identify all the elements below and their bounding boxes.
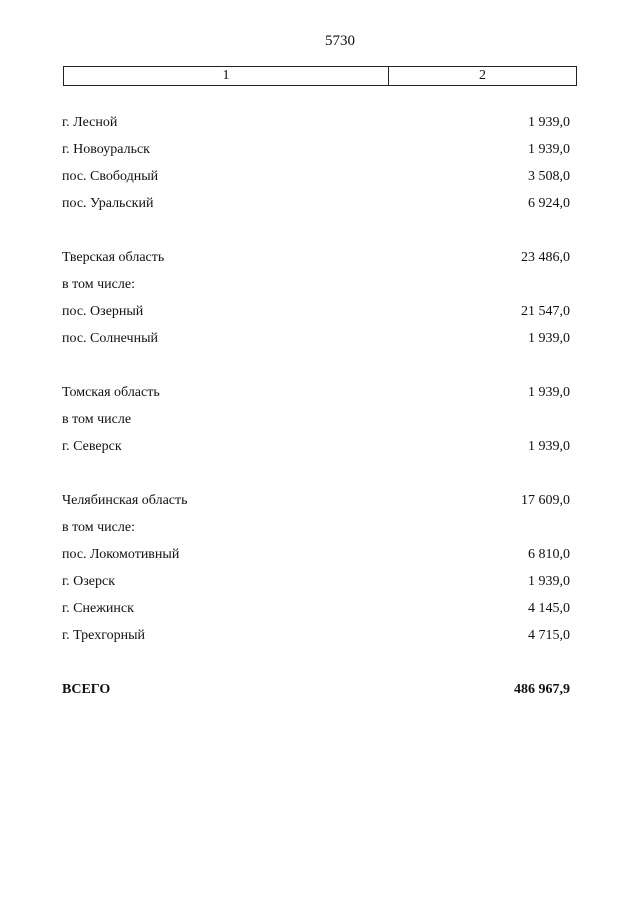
table-header (63, 66, 577, 86)
row-name: Тверская область (62, 250, 165, 265)
row-value: 1 939,0 (528, 331, 570, 346)
row-value: 21 547,0 (521, 304, 570, 319)
row-spacer (62, 356, 570, 383)
table-row (62, 626, 570, 653)
total-label: ВСЕГО (62, 682, 111, 697)
row-spacer (62, 653, 570, 680)
row-name: г. Снежинск (62, 601, 134, 616)
row-value: 1 939,0 (528, 115, 570, 130)
row-name: г. Трехгорный (62, 628, 145, 643)
table-row (62, 167, 570, 194)
row-value: 4 145,0 (528, 601, 570, 616)
row-name: пос. Озерный (62, 304, 144, 319)
table-row (62, 545, 570, 572)
row-name: пос. Солнечный (62, 331, 158, 346)
total-row (62, 680, 570, 707)
row-value: 3 508,0 (528, 169, 570, 184)
table-body (62, 113, 570, 707)
header-column-2: 2 (479, 68, 486, 83)
header-column-1: 1 (64, 67, 389, 85)
row-value: 4 715,0 (528, 628, 570, 643)
row-name: пос. Свободный (62, 169, 159, 184)
row-name: Томская область (62, 385, 160, 400)
row-value: 17 609,0 (521, 493, 570, 508)
row-name: Челябинская область (62, 493, 188, 508)
table-row (62, 248, 570, 275)
table-row (62, 518, 570, 545)
table-row (62, 329, 570, 356)
row-value: 6 924,0 (528, 196, 570, 211)
row-name: в том числе (62, 412, 132, 427)
row-name: пос. Уральский (62, 196, 154, 211)
row-name: г. Озерск (62, 574, 116, 589)
row-spacer (62, 221, 570, 248)
row-spacer (62, 464, 570, 491)
row-name: г. Северск (62, 439, 122, 454)
table-row (62, 275, 570, 302)
row-value: 23 486,0 (521, 250, 570, 265)
row-name: в том числе: (62, 520, 135, 535)
row-name: г. Лесной (62, 115, 118, 130)
table-row (62, 572, 570, 599)
table-row (62, 383, 570, 410)
row-name: в том числе: (62, 277, 135, 292)
row-value: 6 810,0 (528, 547, 570, 562)
table-row (62, 599, 570, 626)
table-row (62, 113, 570, 140)
table-row (62, 491, 570, 518)
page-number: 5730 (325, 33, 355, 49)
row-name: г. Новоуральск (62, 142, 150, 157)
table-row (62, 302, 570, 329)
total-value: 486 967,9 (514, 682, 570, 697)
row-value: 1 939,0 (528, 142, 570, 157)
table-row (62, 194, 570, 221)
table-row (62, 437, 570, 464)
row-value: 1 939,0 (528, 574, 570, 589)
row-value: 1 939,0 (528, 439, 570, 454)
row-value: 1 939,0 (528, 385, 570, 400)
table-row (62, 140, 570, 167)
row-name: пос. Локомотивный (62, 547, 180, 562)
table-row (62, 410, 570, 437)
